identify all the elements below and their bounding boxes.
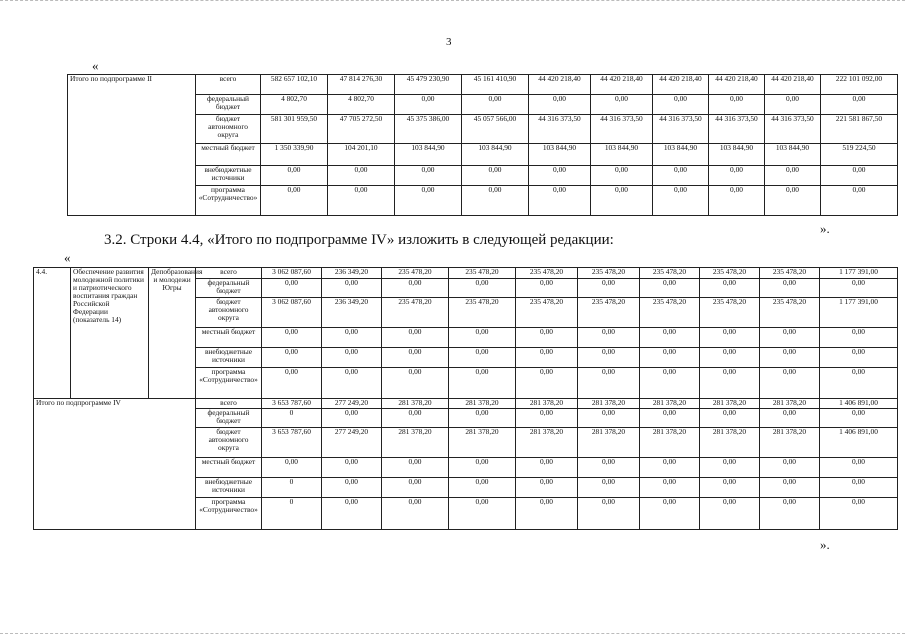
subprogram-iv-total-label: Итого по подпрограмме IV <box>34 399 196 530</box>
value-cell: 235 478,20 <box>516 268 578 279</box>
value-cell: 0,00 <box>578 458 640 478</box>
subprogram-ii-label: Итого по подпрограмме II <box>68 75 196 216</box>
source-cell: программа «Сотрудничество» <box>196 186 261 216</box>
value-cell: 277 249,20 <box>322 428 382 458</box>
value-cell: 0,00 <box>262 328 322 348</box>
value-cell: 235 478,20 <box>578 268 640 279</box>
value-cell: 0,00 <box>578 498 640 530</box>
value-cell: 0,00 <box>820 328 898 348</box>
opening-quote-2: « <box>64 250 71 265</box>
value-cell: 0,00 <box>820 458 898 478</box>
value-cell: 0,00 <box>262 279 322 298</box>
value-cell: 0,00 <box>382 368 449 399</box>
value-cell: 582 657 102,10 <box>261 75 328 95</box>
value-cell: 0,00 <box>322 409 382 428</box>
source-cell: программа «Сотрудничество» <box>196 498 262 530</box>
value-cell: 235 478,20 <box>700 268 760 279</box>
value-cell: 0,00 <box>820 279 898 298</box>
value-cell: 0,00 <box>449 409 516 428</box>
value-cell: 281 378,20 <box>516 399 578 409</box>
value-cell: 45 479 230,90 <box>395 75 462 95</box>
value-cell: 0,00 <box>395 95 462 115</box>
value-cell: 1 406 891,00 <box>820 399 898 409</box>
scan-edge-bottom <box>0 633 905 636</box>
source-cell: местный бюджет <box>196 144 261 166</box>
value-cell: 0,00 <box>765 95 821 115</box>
value-cell: 0,00 <box>516 328 578 348</box>
value-cell: 0,00 <box>578 368 640 399</box>
value-cell: 0,00 <box>700 279 760 298</box>
value-cell: 0,00 <box>820 498 898 530</box>
source-cell: внебюджетные источники <box>196 348 262 368</box>
value-cell: 44 316 373,50 <box>709 115 765 144</box>
value-cell: 0,00 <box>820 409 898 428</box>
value-cell: 235 478,20 <box>640 268 700 279</box>
value-cell: 0,00 <box>700 458 760 478</box>
value-cell: 0,00 <box>382 279 449 298</box>
value-cell: 0,00 <box>700 328 760 348</box>
value-cell: 0,00 <box>820 478 898 498</box>
value-cell: 281 378,20 <box>760 399 820 409</box>
value-cell: 0,00 <box>262 368 322 399</box>
value-cell: 235 478,20 <box>382 268 449 279</box>
value-cell: 0,00 <box>449 498 516 530</box>
value-cell: 0,00 <box>322 478 382 498</box>
value-cell: 0,00 <box>821 95 898 115</box>
table-row <box>34 399 898 409</box>
value-cell: 0,00 <box>529 186 591 216</box>
value-cell: 3 653 787,60 <box>262 399 322 409</box>
closing-quote-1: ». <box>820 221 830 236</box>
subprogram-ii-totals-table <box>67 74 898 216</box>
value-cell: 103 844,90 <box>653 144 709 166</box>
page-number: 3 <box>446 36 452 48</box>
value-cell: 103 844,90 <box>529 144 591 166</box>
value-cell: 0,00 <box>640 498 700 530</box>
value-cell: 0,00 <box>578 328 640 348</box>
value-cell: 277 249,20 <box>322 399 382 409</box>
value-cell: 0,00 <box>760 478 820 498</box>
section-heading: 3.2. Строки 4.4, «Итого по подпрограмме IV» изложить в следующей редакции: <box>104 232 614 248</box>
value-cell: 0,00 <box>578 279 640 298</box>
value-cell: 281 378,20 <box>578 428 640 458</box>
value-cell: 1 177 391,00 <box>820 268 898 279</box>
value-cell: 281 378,20 <box>449 428 516 458</box>
value-cell: 0,00 <box>591 95 653 115</box>
subprogram-iv-table <box>33 267 898 530</box>
value-cell: 0,00 <box>700 348 760 368</box>
value-cell: 281 378,20 <box>516 428 578 458</box>
value-cell: 3 062 087,60 <box>262 268 322 279</box>
value-cell: 0,00 <box>760 458 820 478</box>
value-cell: 0,00 <box>462 186 529 216</box>
value-cell: 0,00 <box>449 328 516 348</box>
value-cell: 0,00 <box>262 458 322 478</box>
value-cell: 0,00 <box>640 279 700 298</box>
source-cell: бюджет автономного округа <box>196 428 262 458</box>
table1-body <box>68 75 898 216</box>
table2-body <box>34 268 898 530</box>
value-cell: 3 653 787,60 <box>262 428 322 458</box>
value-cell: 0,00 <box>640 328 700 348</box>
value-cell: 0,00 <box>760 279 820 298</box>
value-cell: 235 478,20 <box>449 268 516 279</box>
value-cell: 103 844,90 <box>765 144 821 166</box>
value-cell: 0,00 <box>322 348 382 368</box>
value-cell: 45 161 410,90 <box>462 75 529 95</box>
value-cell: 103 844,90 <box>395 144 462 166</box>
source-cell: внебюджетные источники <box>196 478 262 498</box>
table-row <box>34 268 898 279</box>
value-cell: 0,00 <box>700 478 760 498</box>
source-cell: всего <box>196 75 261 95</box>
value-cell: 0,00 <box>529 166 591 186</box>
value-cell: 4 802,70 <box>328 95 395 115</box>
value-cell: 0,00 <box>653 166 709 186</box>
value-cell: 0,00 <box>516 498 578 530</box>
value-cell: 0,00 <box>760 368 820 399</box>
value-cell: 44 420 218,40 <box>765 75 821 95</box>
value-cell: 0,00 <box>322 368 382 399</box>
value-cell: 103 844,90 <box>591 144 653 166</box>
source-cell: программа «Сотрудничество» <box>196 368 262 399</box>
value-cell: 0,00 <box>449 478 516 498</box>
value-cell: 0,00 <box>700 498 760 530</box>
source-cell: федеральный бюджет <box>196 279 262 298</box>
event-name: Обеспечение развития молодежной политики и патриотического воспитания граждан Российской Федерации (показатель 14) <box>71 268 149 399</box>
source-cell: всего <box>196 399 262 409</box>
value-cell: 44 316 373,50 <box>653 115 709 144</box>
value-cell: 104 201,10 <box>328 144 395 166</box>
value-cell: 0,00 <box>322 328 382 348</box>
source-cell: местный бюджет <box>196 458 262 478</box>
value-cell: 0 <box>262 478 322 498</box>
value-cell: 281 378,20 <box>760 428 820 458</box>
value-cell: 0,00 <box>322 498 382 530</box>
value-cell: 235 478,20 <box>449 298 516 328</box>
value-cell: 0 <box>262 498 322 530</box>
value-cell: 281 378,20 <box>382 428 449 458</box>
value-cell: 221 581 867,50 <box>821 115 898 144</box>
value-cell: 0,00 <box>765 166 821 186</box>
row-number: 4.4. <box>34 268 71 399</box>
value-cell: 0,00 <box>700 368 760 399</box>
value-cell: 0,00 <box>578 409 640 428</box>
value-cell: 0,00 <box>516 458 578 478</box>
value-cell: 0,00 <box>591 166 653 186</box>
value-cell: 44 420 218,40 <box>591 75 653 95</box>
value-cell: 0,00 <box>262 348 322 368</box>
value-cell: 0,00 <box>765 186 821 216</box>
value-cell: 519 224,50 <box>821 144 898 166</box>
value-cell: 44 420 218,40 <box>529 75 591 95</box>
value-cell: 235 478,20 <box>760 268 820 279</box>
value-cell: 0,00 <box>462 166 529 186</box>
value-cell: 1 406 891,00 <box>820 428 898 458</box>
value-cell: 0,00 <box>760 348 820 368</box>
value-cell: 0,00 <box>821 186 898 216</box>
value-cell: 0,00 <box>261 166 328 186</box>
value-cell: 0,00 <box>449 458 516 478</box>
scan-edge-top <box>0 0 905 3</box>
value-cell: 235 478,20 <box>760 298 820 328</box>
value-cell: 0,00 <box>640 409 700 428</box>
value-cell: 281 378,20 <box>449 399 516 409</box>
closing-quote-2: ». <box>820 537 830 552</box>
value-cell: 235 478,20 <box>700 298 760 328</box>
source-cell: бюджет автономного округа <box>196 298 262 328</box>
value-cell: 0,00 <box>382 348 449 368</box>
source-cell: федеральный бюджет <box>196 95 261 115</box>
value-cell: 0,00 <box>395 186 462 216</box>
value-cell: 235 478,20 <box>382 298 449 328</box>
value-cell: 0,00 <box>322 279 382 298</box>
value-cell: 45 375 386,00 <box>395 115 462 144</box>
value-cell: 0,00 <box>382 498 449 530</box>
value-cell: 103 844,90 <box>462 144 529 166</box>
value-cell: 44 316 373,50 <box>765 115 821 144</box>
value-cell: 0,00 <box>516 478 578 498</box>
source-cell: местный бюджет <box>196 328 262 348</box>
value-cell: 281 378,20 <box>382 399 449 409</box>
source-cell: внебюджетные источники <box>196 166 261 186</box>
value-cell: 4 802,70 <box>261 95 328 115</box>
value-cell: 281 378,20 <box>700 399 760 409</box>
value-cell: 44 420 218,40 <box>709 75 765 95</box>
value-cell: 0,00 <box>516 348 578 368</box>
value-cell: 0,00 <box>653 95 709 115</box>
value-cell: 1 350 339,90 <box>261 144 328 166</box>
value-cell: 0,00 <box>328 186 395 216</box>
value-cell: 0,00 <box>382 328 449 348</box>
value-cell: 0,00 <box>591 186 653 216</box>
value-cell: 0,00 <box>640 458 700 478</box>
table-row <box>68 75 898 95</box>
value-cell: 0,00 <box>449 348 516 368</box>
value-cell: 44 420 218,40 <box>653 75 709 95</box>
value-cell: 0,00 <box>640 368 700 399</box>
value-cell: 0,00 <box>640 348 700 368</box>
value-cell: 0,00 <box>516 279 578 298</box>
value-cell: 236 349,20 <box>322 268 382 279</box>
value-cell: 44 316 373,50 <box>529 115 591 144</box>
value-cell: 222 101 092,00 <box>821 75 898 95</box>
value-cell: 0,00 <box>709 95 765 115</box>
value-cell: 0,00 <box>709 186 765 216</box>
value-cell: 0,00 <box>449 368 516 399</box>
source-cell: всего <box>196 268 262 279</box>
value-cell: 581 301 959,50 <box>261 115 328 144</box>
value-cell: 0,00 <box>640 478 700 498</box>
opening-quote-1: « <box>92 58 99 73</box>
value-cell: 0,00 <box>760 498 820 530</box>
value-cell: 0,00 <box>261 186 328 216</box>
value-cell: 0,00 <box>322 458 382 478</box>
value-cell: 0,00 <box>578 348 640 368</box>
value-cell: 44 316 373,50 <box>591 115 653 144</box>
value-cell: 235 478,20 <box>516 298 578 328</box>
value-cell: 0,00 <box>760 328 820 348</box>
value-cell: 281 378,20 <box>640 399 700 409</box>
value-cell: 0,00 <box>700 409 760 428</box>
source-cell: федеральный бюджет <box>196 409 262 428</box>
value-cell: 0,00 <box>820 348 898 368</box>
value-cell: 236 349,20 <box>322 298 382 328</box>
value-cell: 45 057 566,00 <box>462 115 529 144</box>
value-cell: 0,00 <box>820 368 898 399</box>
value-cell: 0,00 <box>760 409 820 428</box>
value-cell: 281 378,20 <box>578 399 640 409</box>
value-cell: 281 378,20 <box>700 428 760 458</box>
value-cell: 0,00 <box>516 409 578 428</box>
value-cell: 0,00 <box>328 166 395 186</box>
value-cell: 3 062 087,60 <box>262 298 322 328</box>
value-cell: 0 <box>262 409 322 428</box>
value-cell: 103 844,90 <box>709 144 765 166</box>
value-cell: 235 478,20 <box>640 298 700 328</box>
value-cell: 0,00 <box>653 186 709 216</box>
value-cell: 235 478,20 <box>578 298 640 328</box>
value-cell: 47 814 276,30 <box>328 75 395 95</box>
value-cell: 0,00 <box>529 95 591 115</box>
value-cell: 0,00 <box>382 478 449 498</box>
value-cell: 47 705 272,50 <box>328 115 395 144</box>
source-cell: бюджет автономного округа <box>196 115 261 144</box>
value-cell: 0,00 <box>395 166 462 186</box>
value-cell: 0,00 <box>449 279 516 298</box>
value-cell: 0,00 <box>382 458 449 478</box>
value-cell: 0,00 <box>382 409 449 428</box>
value-cell: 1 177 391,00 <box>820 298 898 328</box>
value-cell: 0,00 <box>516 368 578 399</box>
executor: Депобразования и молодежи Югры <box>149 268 196 399</box>
value-cell: 281 378,20 <box>640 428 700 458</box>
value-cell: 0,00 <box>462 95 529 115</box>
value-cell: 0,00 <box>578 478 640 498</box>
value-cell: 0,00 <box>821 166 898 186</box>
value-cell: 0,00 <box>709 166 765 186</box>
